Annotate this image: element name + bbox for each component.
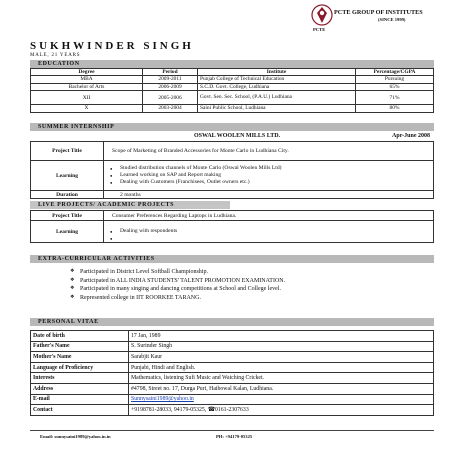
education-section-header: EDUCATION (30, 60, 434, 68)
candidate-subline: MALE, 21 YEARS (30, 53, 81, 58)
table-row (31, 362, 434, 373)
table-row (31, 394, 434, 405)
table-row (31, 373, 434, 384)
footer-divider (30, 430, 434, 431)
table-row (31, 331, 434, 342)
vitae-label: Mother's Name (31, 352, 129, 363)
vitae-value: #4798, Street no. 17, Durga Puri, Haibowal Kalan, Ludhiana. (129, 383, 434, 394)
vitae-value: Punjabi, Hindi and English. (129, 362, 434, 373)
column-header: Institute (198, 69, 356, 76)
learning-list-cell (104, 161, 434, 191)
learning-list-cell (104, 221, 434, 243)
list-item: ● Studied distribution channels of Monte Carlo (Oswal Woolen Mills Ltd) (110, 165, 431, 172)
table-row (31, 91, 434, 105)
vitae-label: Father's Name (31, 341, 129, 352)
table-cell: 80% (356, 105, 434, 113)
table-cell: Bachelor of Arts (31, 83, 143, 91)
table-row (31, 211, 434, 221)
email-cell (129, 394, 434, 405)
table-cell: Punjab College of Technical Education (198, 76, 356, 84)
table-row (31, 83, 434, 91)
footer-phone: PH: +94179-05325 (216, 434, 253, 439)
table-cell: 65% (356, 83, 434, 91)
internship-section-header: SUMMER INTERNSHIP (30, 123, 434, 131)
vitae-value: Sarabjit Kaur (129, 352, 434, 363)
table-row (31, 341, 434, 352)
logo-name: PCTE (313, 27, 326, 32)
pcte-logo-icon (311, 4, 333, 26)
table-row (31, 383, 434, 394)
table-cell: 2009-2011 (143, 76, 198, 84)
table-cell: S.C.D. Govt. College, Ludhiana (198, 83, 356, 91)
list-item: ● Dealing with Customers (Franchisees, Outlet owners etc.) (110, 179, 431, 186)
vitae-value: 17 Jan, 1989 (129, 331, 434, 342)
vitae-label: E-mail (31, 394, 129, 405)
list-item: ❖ Participated in ALL INDIA STUDENTS' TALENT PROMOTION EXAMINATION. (70, 277, 285, 286)
activities-list (70, 268, 285, 302)
list-item: ❖ Participated in District Level Softball Championship. (70, 268, 285, 277)
table-row (31, 405, 434, 416)
logo-since: (SINCE 1999) (378, 17, 406, 22)
list-item: ● Dealing with respondents (110, 228, 431, 235)
table-cell: Saini Public School, Ludhiana (198, 105, 356, 113)
learning-list (106, 165, 431, 186)
table-cell: 2005-2006 (143, 91, 198, 105)
list-item: ❖ Represented college in IIT ROORKEE TARANG. (70, 294, 285, 303)
table-row (31, 161, 434, 191)
vitae-label: Interests (31, 373, 129, 384)
table-row (31, 191, 434, 199)
footer-email: Email: sunnysaini1989@yahoo.in.in (40, 434, 111, 439)
internship-header (30, 131, 434, 140)
list-item: ❖ Participated in many singing and dancing competitions at School and College level. (70, 285, 285, 294)
extra-section-header: EXTRA-CURRICULAR ACTIVITIES (30, 255, 434, 263)
project-title-label: Project Title (31, 211, 104, 221)
internship-table (30, 141, 434, 199)
table-cell: Govt. Sen. Sec. School, (P.A.U.) Ludhiana (198, 91, 356, 105)
vitae-value: +9198781-28033, 94179-05325, ☎0161-2307633 (129, 405, 434, 416)
education-table (30, 68, 434, 113)
column-header: Degree (31, 69, 143, 76)
learning-list (106, 228, 431, 235)
live-projects-section-header: LIVE PROJECTS/ ACADEMIC PROJECTS (30, 201, 230, 209)
table-cell: 71% (356, 91, 434, 105)
table-cell: XII (31, 91, 143, 105)
project-title-value: Scope of Marketing of Branded Accessories for Monte Carlo in Ludhiana City. (104, 142, 434, 161)
vitae-value: Mathematics, listening Sufi Music and Watching Cricket. (129, 373, 434, 384)
vitae-value: S. Surinder Singh (129, 341, 434, 352)
live-projects-table (30, 210, 434, 243)
vitae-label: Date of birth (31, 331, 129, 342)
candidate-name: SUKHWINDER SINGH (30, 40, 194, 52)
table-row (31, 221, 434, 243)
vitae-section-header: PERSONAL VITAE (30, 318, 434, 326)
column-header: Period (143, 69, 198, 76)
vitae-label: Language of Proficiency (31, 362, 129, 373)
internship-date: Apr-June 2008 (392, 133, 430, 139)
duration-value: 2 months (104, 191, 434, 199)
table-cell: 2003-2004 (143, 105, 198, 113)
table-cell: MBA (31, 76, 143, 84)
project-title-value: Consumer Preferences Regarding Laptops in Ludhiana. (104, 211, 434, 221)
table-cell: Pursuing (356, 76, 434, 84)
learning-label: Learning (31, 161, 104, 191)
project-title-label: Project Title (31, 142, 104, 161)
column-header: Percentage/CGPA (356, 69, 434, 76)
email-link[interactable]: Sunnysaini1989@yahoo.in (131, 396, 194, 403)
internship-company: OSWAL WOOLEN MILLS LTD. (194, 133, 281, 139)
table-row (31, 142, 434, 161)
table-header-row (31, 69, 434, 76)
table-row (31, 352, 434, 363)
vitae-label: Address (31, 383, 129, 394)
table-cell: 2006-2009 (143, 83, 198, 91)
learning-label: Learning (31, 221, 104, 243)
list-item: ● Learned working on SAP and Report making (110, 172, 431, 179)
duration-label: Duration (31, 191, 104, 199)
table-row (31, 105, 434, 113)
vitae-table (30, 330, 434, 416)
logo-title: PCTE GROUP OF INSTITUTES (334, 9, 423, 16)
table-cell: X (31, 105, 143, 113)
vitae-label: Contact (31, 405, 129, 416)
table-row (31, 76, 434, 84)
